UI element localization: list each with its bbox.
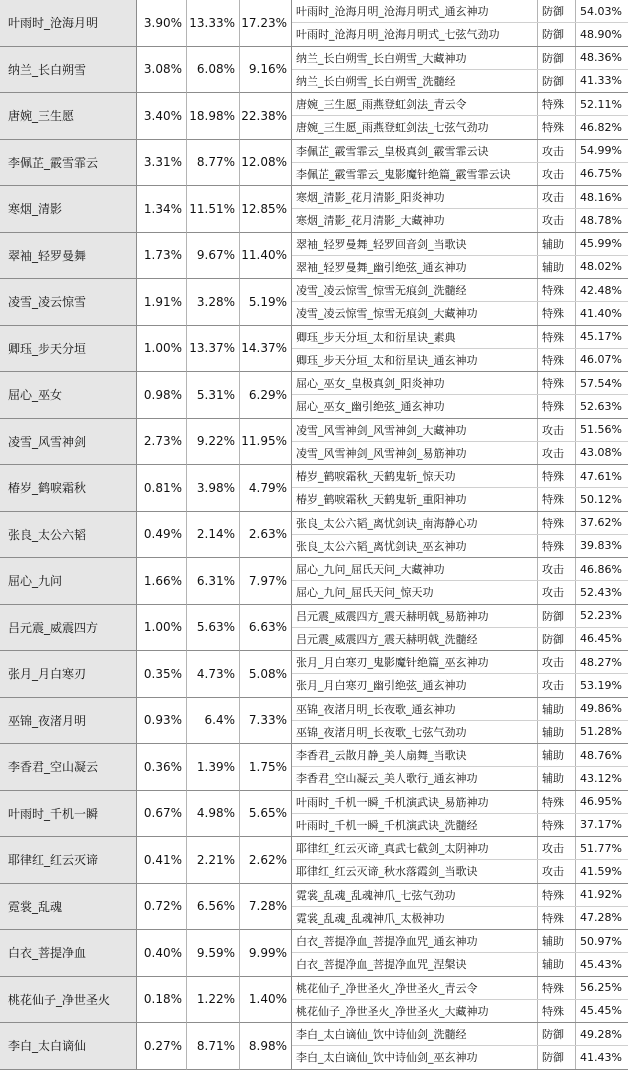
build-row bbox=[292, 395, 628, 418]
build-name-cell[interactable]: 巫锦_夜渚月明_长夜歌_七弦气劲功 bbox=[292, 721, 538, 743]
build-row bbox=[292, 0, 628, 23]
build-rate-cell[interactable]: 49.28% bbox=[580, 1027, 622, 1041]
build-type-cell[interactable]: 辅助 bbox=[538, 721, 576, 743]
build-name-cell[interactable]: 屈心_巫女_幽引绝弦_通玄神功 bbox=[292, 395, 538, 417]
build-rate-cell[interactable]: 45.45% bbox=[580, 1004, 622, 1018]
build-name-cell[interactable]: 寒烟_清影_花月清影_阳炎神功 bbox=[292, 186, 538, 208]
percent-cell-p3[interactable]: 7.33% bbox=[240, 698, 292, 745]
build-rate-cell[interactable]: 52.23% bbox=[580, 609, 622, 623]
percent-cell-p3[interactable]: 7.28% bbox=[240, 884, 292, 931]
build-rate-cell[interactable]: 47.28% bbox=[580, 911, 622, 925]
percent-cell-p2[interactable]: 6.31% bbox=[187, 558, 240, 605]
percent-cell-p1[interactable]: 1.00% bbox=[137, 605, 187, 652]
build-rate-cell[interactable]: 37.17% bbox=[580, 818, 622, 832]
build-rate-cell[interactable]: 49.86% bbox=[580, 702, 622, 716]
build-name-cell[interactable]: 叶雨时_沧海月明_沧海月明式_通玄神功 bbox=[292, 0, 538, 22]
build-rate-cell[interactable]: 42.48% bbox=[580, 283, 622, 297]
build-row bbox=[292, 744, 628, 767]
percent-cell-p3[interactable]: 5.08% bbox=[240, 651, 292, 698]
build-rate-cell[interactable]: 46.86% bbox=[580, 562, 622, 576]
percent-cell-p3[interactable]: 12.85% bbox=[240, 186, 292, 233]
table-row bbox=[0, 930, 628, 977]
build-type-cell[interactable]: 特殊 bbox=[538, 372, 576, 394]
build-type-cell[interactable]: 攻击 bbox=[538, 419, 576, 441]
build-rate-cell[interactable]: 37.62% bbox=[580, 516, 622, 530]
percent-cell-p1[interactable]: 1.91% bbox=[137, 279, 187, 326]
character-name-cell[interactable]: 吕元震_威震四方 bbox=[0, 605, 137, 652]
character-name-cell[interactable]: 唐婉_三生愿 bbox=[0, 93, 137, 140]
percent-cell-p1[interactable]: 2.73% bbox=[137, 419, 187, 466]
character-name-cell[interactable]: 屈心_九问 bbox=[0, 558, 137, 605]
build-row bbox=[292, 302, 628, 325]
build-type-cell[interactable]: 特殊 bbox=[538, 884, 576, 906]
build-row bbox=[292, 1046, 628, 1069]
percent-cell-p1[interactable]: 3.08% bbox=[137, 47, 187, 94]
build-type-cell[interactable]: 辅助 bbox=[538, 767, 576, 789]
build-row bbox=[292, 628, 628, 651]
build-type-cell[interactable]: 攻击 bbox=[538, 860, 576, 882]
build-rate-cell[interactable]: 48.02% bbox=[580, 260, 622, 274]
build-rate-cell[interactable]: 48.16% bbox=[580, 190, 622, 204]
build-type-cell[interactable]: 特殊 bbox=[538, 791, 576, 813]
build-name-cell[interactable]: 卿珏_步天分垣_太和衍星诀_素典 bbox=[292, 326, 538, 348]
build-row bbox=[292, 23, 628, 46]
character-name-cell[interactable]: 翠袖_轻罗曼舞 bbox=[0, 233, 137, 280]
build-row bbox=[292, 116, 628, 139]
percent-cell-p2[interactable]: 9.67% bbox=[187, 233, 240, 280]
build-row bbox=[292, 349, 628, 372]
percent-cell-p3[interactable]: 8.98% bbox=[240, 1023, 292, 1070]
build-rate-cell[interactable]: 52.11% bbox=[580, 97, 622, 111]
build-row bbox=[292, 488, 628, 511]
build-rate-cell[interactable]: 41.92% bbox=[580, 888, 622, 902]
percent-cell-p2[interactable]: 4.98% bbox=[187, 791, 240, 838]
build-rate-cell[interactable]: 45.43% bbox=[580, 957, 622, 971]
build-name-cell[interactable]: 桃花仙子_净世圣火_净世圣火_大藏神功 bbox=[292, 1000, 538, 1022]
build-name-cell[interactable]: 巫锦_夜渚月明_长夜歌_通玄神功 bbox=[292, 698, 538, 720]
percent-cell-p1[interactable]: 0.72% bbox=[137, 884, 187, 931]
character-name-cell[interactable]: 白衣_菩提净血 bbox=[0, 930, 137, 977]
build-row bbox=[292, 140, 628, 163]
build-name-cell[interactable]: 屈心_九问_屈氏天问_大藏神功 bbox=[292, 558, 538, 580]
build-row bbox=[292, 47, 628, 70]
percent-cell-p3[interactable]: 7.97% bbox=[240, 558, 292, 605]
build-row bbox=[292, 953, 628, 976]
percent-cell-p1[interactable]: 0.81% bbox=[137, 465, 187, 512]
build-rate-cell[interactable]: 43.12% bbox=[580, 771, 622, 785]
percent-cell-p3[interactable]: 2.63% bbox=[240, 512, 292, 559]
build-type-cell[interactable]: 攻击 bbox=[538, 442, 576, 464]
build-name-cell[interactable]: 凌雪_风雪神剑_风雪神剑_易筋神功 bbox=[292, 442, 538, 464]
percent-cell-p3[interactable]: 1.40% bbox=[240, 977, 292, 1024]
build-name-cell[interactable]: 霓裳_乱魂_乱魂神爪_七弦气劲功 bbox=[292, 884, 538, 906]
build-row bbox=[292, 70, 628, 93]
table-row bbox=[0, 791, 628, 838]
character-name-cell[interactable]: 霓裳_乱魂 bbox=[0, 884, 137, 931]
build-rate-cell[interactable]: 48.78% bbox=[580, 213, 622, 227]
build-rate-cell[interactable]: 50.97% bbox=[580, 934, 622, 948]
build-type-cell[interactable]: 特殊 bbox=[538, 395, 576, 417]
table-row bbox=[0, 465, 628, 512]
build-rate-cell[interactable]: 41.33% bbox=[580, 74, 622, 88]
character-name-cell[interactable]: 卿珏_步天分垣 bbox=[0, 326, 137, 373]
percent-cell-p2[interactable]: 6.56% bbox=[187, 884, 240, 931]
percent-cell-p1[interactable]: 0.27% bbox=[137, 1023, 187, 1070]
build-row bbox=[292, 837, 628, 860]
table-row bbox=[0, 651, 628, 698]
build-name-cell[interactable]: 屈心_九问_屈氏天问_惊天功 bbox=[292, 581, 538, 603]
percent-cell-p2[interactable]: 6.08% bbox=[187, 47, 240, 94]
build-name-cell[interactable]: 凌雪_风雪神剑_风雪神剑_大藏神功 bbox=[292, 419, 538, 441]
build-rate-cell[interactable]: 39.83% bbox=[580, 539, 622, 553]
percent-cell-p2[interactable]: 2.21% bbox=[187, 837, 240, 884]
percent-cell-p2[interactable]: 5.31% bbox=[187, 372, 240, 419]
build-row bbox=[292, 791, 628, 814]
percent-cell-p1[interactable]: 1.00% bbox=[137, 326, 187, 373]
percent-cell-p3[interactable]: 1.75% bbox=[240, 744, 292, 791]
build-row bbox=[292, 256, 628, 279]
build-type-cell[interactable]: 攻击 bbox=[538, 186, 576, 208]
build-type-cell[interactable]: 特殊 bbox=[538, 1000, 576, 1022]
percent-cell-p3[interactable]: 5.19% bbox=[240, 279, 292, 326]
build-type-cell[interactable]: 防御 bbox=[538, 47, 576, 69]
build-type-cell[interactable]: 特殊 bbox=[538, 977, 576, 999]
build-row bbox=[292, 93, 628, 116]
percent-cell-p2[interactable]: 5.63% bbox=[187, 605, 240, 652]
build-type-cell[interactable]: 攻击 bbox=[538, 674, 576, 696]
build-row bbox=[292, 698, 628, 721]
build-name-cell[interactable]: 李佩芷_霰雪霏云_皇极真剑_霰雪霏云诀 bbox=[292, 140, 538, 162]
build-type-cell[interactable]: 特殊 bbox=[538, 814, 576, 836]
percent-cell-p3[interactable]: 5.65% bbox=[240, 791, 292, 838]
build-name-cell[interactable]: 纳兰_长白朔雪_长白朔雪_大藏神功 bbox=[292, 47, 538, 69]
build-rate-cell[interactable]: 57.54% bbox=[580, 376, 622, 390]
character-name-cell[interactable]: 李白_太白谪仙 bbox=[0, 1023, 137, 1070]
table-row bbox=[0, 698, 628, 745]
build-type-cell[interactable]: 辅助 bbox=[538, 256, 576, 278]
percent-cell-p2[interactable]: 6.4% bbox=[187, 698, 240, 745]
build-rate-cell[interactable]: 48.90% bbox=[580, 27, 622, 41]
table-row bbox=[0, 140, 628, 187]
build-name-cell[interactable]: 卿珏_步天分垣_太和衍星诀_通玄神功 bbox=[292, 349, 538, 371]
character-name-cell[interactable]: 叶雨时_沧海月明 bbox=[0, 0, 137, 47]
table-row bbox=[0, 93, 628, 140]
percent-cell-p1[interactable]: 0.18% bbox=[137, 977, 187, 1024]
percent-cell-p3[interactable]: 12.08% bbox=[240, 140, 292, 187]
build-row bbox=[292, 442, 628, 465]
percent-cell-p3[interactable]: 14.37% bbox=[240, 326, 292, 373]
table-row bbox=[0, 744, 628, 791]
character-name-cell[interactable]: 巫锦_夜渚月明 bbox=[0, 698, 137, 745]
build-type-cell[interactable]: 特殊 bbox=[538, 512, 576, 534]
table-row bbox=[0, 605, 628, 652]
build-name-cell[interactable]: 唐婉_三生愿_雨燕登虹剑法_青云令 bbox=[292, 93, 538, 115]
build-rate-cell[interactable]: 47.61% bbox=[580, 469, 622, 483]
build-rate-cell[interactable]: 53.19% bbox=[580, 678, 622, 692]
percent-cell-p2[interactable]: 8.71% bbox=[187, 1023, 240, 1070]
percent-cell-p2[interactable]: 9.59% bbox=[187, 930, 240, 977]
character-name-cell[interactable]: 凌雪_凌云惊雪 bbox=[0, 279, 137, 326]
percent-cell-p1[interactable]: 0.36% bbox=[137, 744, 187, 791]
percent-cell-p1[interactable]: 3.31% bbox=[137, 140, 187, 187]
build-name-cell[interactable]: 白衣_菩提净血_菩提净血咒_涅槃诀 bbox=[292, 953, 538, 975]
percent-cell-p2[interactable]: 1.22% bbox=[187, 977, 240, 1024]
percent-cell-p1[interactable]: 0.35% bbox=[137, 651, 187, 698]
percent-cell-p1[interactable]: 0.40% bbox=[137, 930, 187, 977]
percent-cell-p1[interactable]: 1.66% bbox=[137, 558, 187, 605]
percent-cell-p2[interactable]: 3.28% bbox=[187, 279, 240, 326]
build-name-cell[interactable]: 叶雨时_沧海月明_沧海月明式_七弦气劲功 bbox=[292, 23, 538, 45]
character-name-cell[interactable]: 叶雨时_千机一瞬 bbox=[0, 791, 137, 838]
build-name-cell[interactable]: 耶律红_红云灭谛_秋水落霞剑_当歌诀 bbox=[292, 860, 538, 882]
build-row bbox=[292, 209, 628, 232]
build-name-cell[interactable]: 张良_太公六韬_离忧剑诀_南海静心功 bbox=[292, 512, 538, 534]
build-name-cell[interactable]: 吕元震_威震四方_震天赫明戟_洗髓经 bbox=[292, 628, 538, 650]
percent-cell-p3[interactable]: 11.95% bbox=[240, 419, 292, 466]
build-type-cell[interactable]: 攻击 bbox=[538, 581, 576, 603]
build-rate-cell[interactable]: 46.45% bbox=[580, 632, 622, 646]
build-row bbox=[292, 1000, 628, 1023]
build-row bbox=[292, 372, 628, 395]
build-rate-cell[interactable]: 52.63% bbox=[580, 399, 622, 413]
build-row bbox=[292, 419, 628, 442]
percent-cell-p1[interactable]: 3.40% bbox=[137, 93, 187, 140]
build-rate-cell[interactable]: 51.56% bbox=[580, 423, 622, 437]
percent-cell-p2[interactable]: 4.73% bbox=[187, 651, 240, 698]
build-row bbox=[292, 907, 628, 930]
build-type-cell[interactable]: 特殊 bbox=[538, 465, 576, 487]
table-row bbox=[0, 372, 628, 419]
build-row bbox=[292, 1023, 628, 1046]
build-name-cell[interactable]: 吕元震_威震四方_震天赫明戟_易筋神功 bbox=[292, 605, 538, 627]
build-name-cell[interactable]: 霓裳_乱魂_乱魂神爪_太极神功 bbox=[292, 907, 538, 929]
build-row bbox=[292, 884, 628, 907]
build-rate-cell[interactable]: 51.77% bbox=[580, 841, 622, 855]
build-rate-cell[interactable]: 41.59% bbox=[580, 864, 622, 878]
percent-cell-p3[interactable]: 17.23% bbox=[240, 0, 292, 47]
percent-cell-p3[interactable]: 4.79% bbox=[240, 465, 292, 512]
build-name-cell[interactable]: 凌雪_凌云惊雪_惊雪无痕剑_洗髓经 bbox=[292, 279, 538, 301]
build-type-cell[interactable]: 防御 bbox=[538, 1046, 576, 1068]
build-row bbox=[292, 605, 628, 628]
percent-cell-p2[interactable]: 2.14% bbox=[187, 512, 240, 559]
build-type-cell[interactable]: 防御 bbox=[538, 0, 576, 22]
percent-cell-p1[interactable]: 1.34% bbox=[137, 186, 187, 233]
build-name-cell[interactable]: 桃花仙子_净世圣火_净世圣火_青云令 bbox=[292, 977, 538, 999]
build-name-cell[interactable]: 寒烟_清影_花月清影_大藏神功 bbox=[292, 209, 538, 231]
build-type-cell[interactable]: 特殊 bbox=[538, 93, 576, 115]
build-rate-cell[interactable]: 48.76% bbox=[580, 748, 622, 762]
build-row bbox=[292, 651, 628, 674]
build-row bbox=[292, 581, 628, 604]
table-row bbox=[0, 512, 628, 559]
build-row bbox=[292, 535, 628, 558]
percent-cell-p2[interactable]: 8.77% bbox=[187, 140, 240, 187]
percent-cell-p2[interactable]: 13.33% bbox=[187, 0, 240, 47]
build-type-cell[interactable]: 防御 bbox=[538, 23, 576, 45]
build-rate-cell[interactable]: 48.27% bbox=[580, 655, 622, 669]
table-row bbox=[0, 233, 628, 280]
percent-cell-p1[interactable]: 0.98% bbox=[137, 372, 187, 419]
build-name-cell[interactable]: 李白_太白谪仙_饮中诗仙剑_巫玄神功 bbox=[292, 1046, 538, 1068]
build-rate-cell[interactable]: 43.08% bbox=[580, 446, 622, 460]
build-name-cell[interactable]: 凌雪_凌云惊雪_惊雪无痕剑_大藏神功 bbox=[292, 302, 538, 324]
table-row bbox=[0, 977, 628, 1024]
build-row bbox=[292, 186, 628, 209]
build-type-cell[interactable]: 特殊 bbox=[538, 535, 576, 557]
percent-cell-p2[interactable]: 1.39% bbox=[187, 744, 240, 791]
build-type-cell[interactable]: 特殊 bbox=[538, 279, 576, 301]
build-name-cell[interactable]: 叶雨时_千机一瞬_千机演武诀_易筋神功 bbox=[292, 791, 538, 813]
build-name-cell[interactable]: 李佩芷_霰雪霏云_鬼影魔针绝篇_霰雪霏云诀 bbox=[292, 163, 538, 185]
build-rate-cell[interactable]: 56.25% bbox=[580, 981, 622, 995]
build-name-cell[interactable]: 唐婉_三生愿_雨燕登虹剑法_七弦气劲功 bbox=[292, 116, 538, 138]
build-rate-cell[interactable]: 45.17% bbox=[580, 330, 622, 344]
character-name-cell[interactable]: 张良_太公六韬 bbox=[0, 512, 137, 559]
character-name-cell[interactable]: 椿岁_鹤唳霜秋 bbox=[0, 465, 137, 512]
build-rate-cell[interactable]: 41.40% bbox=[580, 306, 622, 320]
percent-cell-p3[interactable]: 9.16% bbox=[240, 47, 292, 94]
build-type-cell[interactable]: 防御 bbox=[538, 628, 576, 650]
build-type-cell[interactable]: 防御 bbox=[538, 605, 576, 627]
character-name-cell[interactable]: 纳兰_长白朔雪 bbox=[0, 47, 137, 94]
build-type-cell[interactable]: 攻击 bbox=[538, 558, 576, 580]
table-row bbox=[0, 1023, 628, 1070]
build-name-cell[interactable]: 翠袖_轻罗曼舞_轻罗回音剑_当歌诀 bbox=[292, 233, 538, 255]
table-row bbox=[0, 186, 628, 233]
build-type-cell[interactable]: 特殊 bbox=[538, 302, 576, 324]
build-row bbox=[292, 860, 628, 883]
build-type-cell[interactable]: 特殊 bbox=[538, 349, 576, 371]
build-row bbox=[292, 674, 628, 697]
build-type-cell[interactable]: 攻击 bbox=[538, 837, 576, 859]
percent-cell-p1[interactable]: 1.73% bbox=[137, 233, 187, 280]
build-type-cell[interactable]: 辅助 bbox=[538, 698, 576, 720]
percent-cell-p2[interactable]: 18.98% bbox=[187, 93, 240, 140]
build-row bbox=[292, 814, 628, 837]
build-name-cell[interactable]: 耶律红_红云灭谛_真武七截剑_太阴神功 bbox=[292, 837, 538, 859]
build-rate-cell[interactable]: 46.82% bbox=[580, 120, 622, 134]
build-rate-cell[interactable]: 46.95% bbox=[580, 795, 622, 809]
build-rate-cell[interactable]: 46.75% bbox=[580, 167, 622, 181]
build-row bbox=[292, 326, 628, 349]
character-name-cell[interactable]: 凌雪_风雪神剑 bbox=[0, 419, 137, 466]
build-type-cell[interactable]: 防御 bbox=[538, 70, 576, 92]
build-type-cell[interactable]: 辅助 bbox=[538, 233, 576, 255]
build-rate-cell[interactable]: 54.99% bbox=[580, 144, 622, 158]
build-rate-cell[interactable]: 54.03% bbox=[580, 4, 622, 18]
percent-cell-p1[interactable]: 0.49% bbox=[137, 512, 187, 559]
percent-cell-p1[interactable]: 3.90% bbox=[137, 0, 187, 47]
build-name-cell[interactable]: 李香君_云散月静_美人扇舞_当歌诀 bbox=[292, 744, 538, 766]
build-rate-cell[interactable]: 51.28% bbox=[580, 725, 622, 739]
build-type-cell[interactable]: 特殊 bbox=[538, 488, 576, 510]
build-type-cell[interactable]: 攻击 bbox=[538, 209, 576, 231]
percent-cell-p1[interactable]: 0.93% bbox=[137, 698, 187, 745]
character-name-cell[interactable]: 屈心_巫女 bbox=[0, 372, 137, 419]
build-name-cell[interactable]: 翠袖_轻罗曼舞_幽引绝弦_通玄神功 bbox=[292, 256, 538, 278]
character-name-cell[interactable]: 李香君_空山凝云 bbox=[0, 744, 137, 791]
build-rate-cell[interactable]: 52.43% bbox=[580, 585, 622, 599]
build-name-cell[interactable]: 张月_月白寒刃_幽引绝弦_通玄神功 bbox=[292, 674, 538, 696]
character-name-cell[interactable]: 耶律红_红云灭谛 bbox=[0, 837, 137, 884]
build-type-cell[interactable]: 辅助 bbox=[538, 953, 576, 975]
character-name-cell[interactable]: 寒烟_清影 bbox=[0, 186, 137, 233]
table-row bbox=[0, 884, 628, 931]
table-row bbox=[0, 279, 628, 326]
build-row bbox=[292, 233, 628, 256]
build-row bbox=[292, 977, 628, 1000]
build-name-cell[interactable]: 椿岁_鹤唳霜秋_天鹤鬼斩_惊天功 bbox=[292, 465, 538, 487]
build-name-cell[interactable]: 纳兰_长白朔雪_长白朔雪_洗髓经 bbox=[292, 70, 538, 92]
build-rate-cell[interactable]: 48.36% bbox=[580, 51, 622, 65]
build-type-cell[interactable]: 辅助 bbox=[538, 744, 576, 766]
build-type-cell[interactable]: 特殊 bbox=[538, 116, 576, 138]
table-row bbox=[0, 558, 628, 605]
table-row bbox=[0, 326, 628, 373]
percent-cell-p2[interactable]: 9.22% bbox=[187, 419, 240, 466]
build-type-cell[interactable]: 攻击 bbox=[538, 651, 576, 673]
build-row bbox=[292, 512, 628, 535]
build-name-cell[interactable]: 李白_太白谪仙_饮中诗仙剑_洗髓经 bbox=[292, 1023, 538, 1045]
percent-cell-p3[interactable]: 22.38% bbox=[240, 93, 292, 140]
build-type-cell[interactable]: 攻击 bbox=[538, 140, 576, 162]
build-name-cell[interactable]: 白衣_菩提净血_菩提净血咒_通玄神功 bbox=[292, 930, 538, 952]
build-name-cell[interactable]: 椿岁_鹤唳霜秋_天鹤鬼斩_重阳神功 bbox=[292, 488, 538, 510]
percent-cell-p1[interactable]: 0.41% bbox=[137, 837, 187, 884]
percent-cell-p2[interactable]: 13.37% bbox=[187, 326, 240, 373]
build-rate-cell[interactable]: 41.43% bbox=[580, 1050, 622, 1064]
build-rate-cell[interactable]: 46.07% bbox=[580, 353, 622, 367]
character-name-cell[interactable]: 张月_月白寒刃 bbox=[0, 651, 137, 698]
build-row bbox=[292, 163, 628, 186]
table-row bbox=[0, 837, 628, 884]
percent-cell-p1[interactable]: 0.67% bbox=[137, 791, 187, 838]
build-type-cell[interactable]: 特殊 bbox=[538, 907, 576, 929]
build-rate-cell[interactable]: 50.12% bbox=[580, 492, 622, 506]
percent-cell-p3[interactable]: 11.40% bbox=[240, 233, 292, 280]
build-type-cell[interactable]: 防御 bbox=[538, 1023, 576, 1045]
build-row bbox=[292, 930, 628, 953]
build-name-cell[interactable]: 张月_月白寒刃_鬼影魔针绝篇_巫玄神功 bbox=[292, 651, 538, 673]
table-row bbox=[0, 47, 628, 94]
percent-cell-p3[interactable]: 6.63% bbox=[240, 605, 292, 652]
build-row bbox=[292, 558, 628, 581]
percent-cell-p2[interactable]: 11.51% bbox=[187, 186, 240, 233]
percent-cell-p3[interactable]: 6.29% bbox=[240, 372, 292, 419]
build-rate-cell[interactable]: 45.99% bbox=[580, 237, 622, 251]
build-name-cell[interactable]: 李香君_空山凝云_美人歌行_通玄神功 bbox=[292, 767, 538, 789]
build-row bbox=[292, 767, 628, 790]
table-row bbox=[0, 419, 628, 466]
build-row bbox=[292, 465, 628, 488]
build-name-cell[interactable]: 叶雨时_千机一瞬_千机演武诀_洗髓经 bbox=[292, 814, 538, 836]
percent-cell-p3[interactable]: 2.62% bbox=[240, 837, 292, 884]
percent-cell-p2[interactable]: 3.98% bbox=[187, 465, 240, 512]
character-name-cell[interactable]: 桃花仙子_净世圣火 bbox=[0, 977, 137, 1024]
build-row bbox=[292, 279, 628, 302]
table-row bbox=[0, 0, 628, 47]
build-type-cell[interactable]: 辅助 bbox=[538, 930, 576, 952]
build-row bbox=[292, 721, 628, 744]
build-name-cell[interactable]: 张良_太公六韬_离忧剑诀_巫玄神功 bbox=[292, 535, 538, 557]
build-type-cell[interactable]: 特殊 bbox=[538, 326, 576, 348]
build-name-cell[interactable]: 屈心_巫女_皇极真剑_阳炎神功 bbox=[292, 372, 538, 394]
build-type-cell[interactable]: 攻击 bbox=[538, 163, 576, 185]
percent-cell-p3[interactable]: 9.99% bbox=[240, 930, 292, 977]
character-name-cell[interactable]: 李佩芷_霰雪霏云 bbox=[0, 140, 137, 187]
